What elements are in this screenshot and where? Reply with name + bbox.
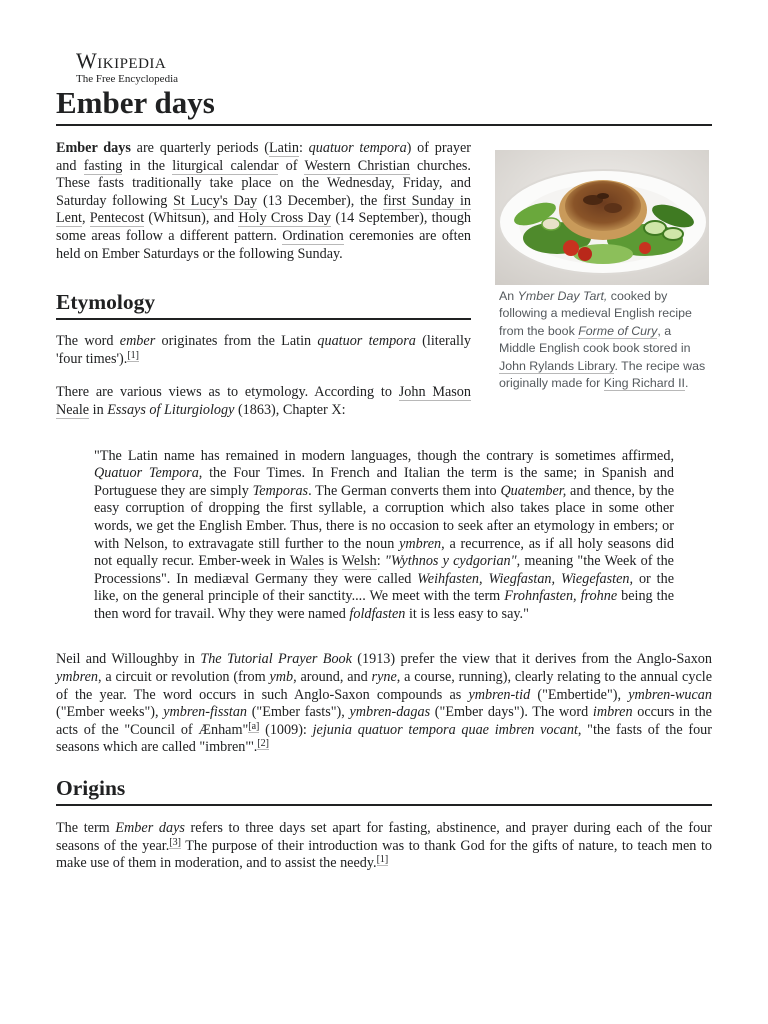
link-first-sunday-in-lent[interactable]: first Sunday in Lent [56,192,471,227]
text: and thence, by the easy corruption of dropping the first syllable, a corruption which also takes place in some other words, we get the English Ember. Thus, there is no occasion to seek after an etymology in embers; or with Nelson, to extravagate still further to the noun [94,482,675,552]
text: or the like, on the general principle of their sanctity.... We meet with the term [94,570,675,605]
text: ("Ember fasts"), [247,704,350,721]
text-italic: ymb [269,669,294,686]
link-john-rylands-library[interactable]: John Rylands Library [499,358,615,373]
text: , around, and [293,669,372,686]
link-john-mason-neale[interactable]: John Mason Neale [56,384,471,418]
citation-ref [169,837,181,849]
caption-text: cooked by following a medieval English recipe from the book [499,289,692,338]
text: The term [56,820,116,837]
citation-ref [257,738,269,750]
text-italic: The Tutorial Prayer Book [200,651,352,668]
text: occurs in the acts of the "Council of Ænham" [56,704,712,738]
text-italic: ymbren [399,535,442,552]
text-italic: quatuor tempora [317,333,416,350]
text: it is less easy to say." [405,605,529,622]
text-italic: imbren [592,704,633,721]
text: (14 September), though some areas follow a different pattern. [56,210,472,244]
text-italic: Weihfasten, Wiegfastan, Wiegefasten, [417,570,634,587]
citation-ref [377,854,389,866]
link-welsh[interactable]: Welsh [341,553,377,570]
link-king-richard-ii[interactable]: King Richard II [603,376,685,391]
text-italic: ryne [371,669,397,686]
heading-origins: Origins [56,773,712,806]
text: , a circuit or revolution (from [98,669,270,686]
text: . The German converts them into [308,482,501,499]
text: (1913) prefer the view that it derives from the Anglo-Saxon [351,651,712,668]
link-liturgical-calendar[interactable]: liturgical calendar [172,157,279,174]
neale-quotation [94,448,674,624]
etymology-paragraph-3 [56,651,712,757]
text: : [298,140,309,156]
text: "The Latin name has remained in modern languages, though the contrary is sometimes affirmed, [94,447,674,464]
text: originates from the Latin [155,333,318,350]
caption-text: , a Middle English cook book stored in [499,323,691,356]
article-body [56,140,712,889]
text: ("Ember days"). The word [430,704,593,721]
wikipedia-logo[interactable] [76,50,206,86]
link-fasting[interactable]: fasting [83,157,123,174]
text-italic: ymbren [56,669,99,686]
text: , "the fasts of the four seasons which are called "imbren"'. [56,721,712,756]
text: (1863), Chapter X: [234,401,346,418]
text: The word [56,333,120,350]
text: , [82,210,90,227]
text-italic: Ember days [115,820,185,837]
footnote-ref [248,721,259,733]
citation-ref [127,350,139,362]
link-ordination[interactable]: Ordination [282,227,344,244]
text: ceremonies are often held on Ember Saturdays or the following Sunday. [56,227,471,262]
text: : [376,553,385,570]
text: ("Ember weeks"), [56,704,164,721]
text-italic: ymbren-tid [468,686,531,703]
text: , a recurrence, as if all holy seasons did not equally recur. Ember-week in [94,535,674,570]
text-italic: ymbren-wucan [628,686,712,703]
caption-text: An [499,289,518,303]
text: , meaning "the Week of the Processions". In mediæval Germany they were called [94,553,674,587]
citation-link-2[interactable]: [2] [257,738,269,750]
text-italic: "Wythnos y cydgorian" [384,553,517,570]
text-italic: ymbren-fisstan [163,704,248,721]
link-holy-cross-day[interactable]: Holy Cross Day [238,210,332,227]
logo-wordmark: Wikipedia [76,48,167,73]
citation-link-3[interactable]: [3] [169,836,181,848]
citation-link-1[interactable]: [1] [127,349,139,361]
link-st-lucys-day[interactable]: St Lucy's Day [173,192,258,209]
text-italic: quatuor tempora [308,140,407,156]
text: The purpose of their introduction was to thank God for the gifts of nature, to teach men to make use of them in moderation, and to assist the needy. [56,837,712,872]
text-italic: Quatember, [500,482,567,499]
text: ) of prayer and [56,140,471,174]
etymology-paragraph-2 [56,384,471,419]
link-forme-of-cury[interactable]: Forme of Cury [578,323,658,338]
text: (1009): [259,721,313,738]
caption-text: . [684,376,689,391]
link-wales[interactable]: Wales [289,553,325,570]
text: is [324,553,342,570]
text-italic: Essays of Liturgiology [107,401,235,418]
text: Neil and Willoughby in [56,651,201,668]
text: , a course, running), clearly relating to the annual cycle of the year. The word occurs in such Anglo-Saxon compounds as [56,669,712,703]
etymology-paragraph-1 [56,333,471,368]
link-latin[interactable]: Latin [269,140,299,156]
page-title: Ember days [56,82,712,126]
text-italic: jejunia quatuor tempora quae imbren vocant [312,721,578,738]
text: , the Four Times. In French and Italian the term is the same; in Spanish and Portuguese they are simply [94,465,674,499]
text: of [278,157,305,174]
text: in [89,401,108,418]
link-pentecost[interactable]: Pentecost [89,210,145,227]
caption-text: . The recipe was originally made for [499,358,706,391]
text: churches. These fasts traditionally take place on the Wednesday, Friday, and Saturday following [56,157,471,209]
text: (Whitsun), and [144,210,239,227]
text-italic: Quatuor Tempora [94,465,199,482]
heading-etymology: Etymology [56,287,471,320]
text-italic: foldfasten [349,605,406,622]
text: (literally 'four times'). [56,333,472,367]
text: refers to three days set apart for fasting, abstinence, and prayer during each of the four seasons of the year. [56,820,712,854]
text: There are various views as to etymology. According to [56,384,399,401]
logo-tagline: The Free Encyclopedia [76,73,179,85]
origins-paragraph [56,820,712,873]
intro-term: Ember days [56,140,131,156]
link-western-christian[interactable]: Western Christian [304,157,410,174]
text: are quarterly periods ( [130,140,269,156]
citation-link-1b[interactable]: [1] [376,854,389,866]
intro-paragraph [56,140,471,263]
text-italic: ember [119,333,156,350]
text-italic: Temporas [252,482,309,499]
text: in the [122,157,173,174]
text-italic: Frohnfasten, frohne [504,588,618,605]
caption-italic: Ymber Day Tart, [517,289,608,303]
text: (13 December), the [257,192,384,209]
text: being the then word for travail. Why they were named [94,588,674,622]
footnote-link-a[interactable]: [a] [248,720,260,732]
text-italic: ymbren-dagas [349,704,431,721]
text: ("Embertide"), [530,686,629,703]
